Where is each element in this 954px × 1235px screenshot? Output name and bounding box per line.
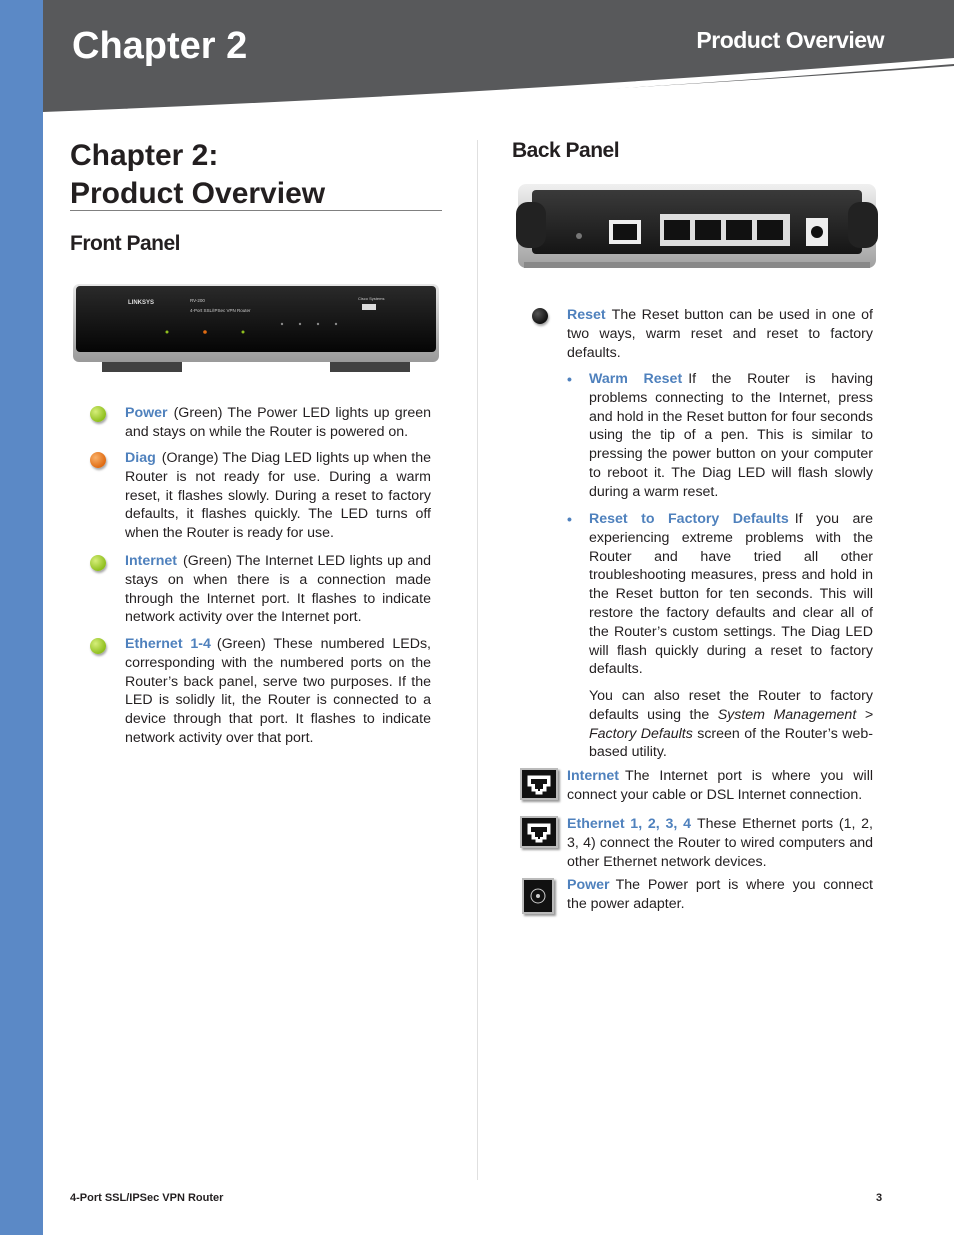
reset-button-icon bbox=[532, 308, 548, 324]
ethernet-led-icon bbox=[90, 638, 106, 654]
front-item-ethernet: Ethernet 1-4 (Green) These numbered LEDs, corresponding with the numbered ports on the Router’s back panel, serve two purposes. If the LED is solidly lit, the Router is connected to a device through that port. It flashes to indicate network activity over that port. bbox=[125, 636, 432, 746]
device-logo: LINKSYS bbox=[128, 300, 155, 306]
device-description: 4-Port SSL/IPSec VPN Router bbox=[190, 308, 251, 313]
front-panel-image bbox=[72, 282, 440, 374]
power-led-icon bbox=[90, 406, 106, 422]
diag-led-icon bbox=[90, 452, 106, 468]
front-item-internet: Internet (Green) The Internet LED lights up and stays on when there is a connection made through the Internet port. It flashes to indicate network activity over the Internet port. bbox=[125, 553, 431, 626]
bullet-icon: • bbox=[567, 511, 572, 527]
back-item-internet: Internet The Internet port is where you will connect your cable or DSL Internet connection. bbox=[567, 768, 873, 803]
back-item-ethernet: Ethernet 1, 2, 3, 4 These Ethernet ports (1, 2, 3, 4) connect the Router to wired computers and other Ethernet network devices. bbox=[567, 816, 873, 870]
footer-page-number: 3 bbox=[876, 1192, 883, 1204]
section-label: Product Overview bbox=[696, 27, 884, 53]
column-divider bbox=[477, 140, 478, 1180]
chapter-label: Chapter 2 bbox=[72, 25, 248, 67]
side-color-bar bbox=[0, 0, 43, 1235]
device-brand: Cisco Systems bbox=[358, 296, 385, 301]
front-panel-heading: Front Panel bbox=[70, 232, 181, 255]
back-item-reset-utility: You can also reset the Router to factory defaults using the System Management > Factory Defaults screen of the Router’s web-based utility. bbox=[589, 688, 874, 761]
back-item-reset: Reset The Reset button can be used in one of two ways, warm reset and reset to factory defaults. bbox=[567, 307, 873, 361]
device-model: RV-200 bbox=[190, 298, 205, 303]
page-title: Chapter 2: Product Overview bbox=[70, 139, 326, 210]
front-item-power: Power (Green) The Power LED lights up green and stays on while the Router is powered on. bbox=[125, 405, 431, 440]
page-header bbox=[43, 0, 954, 118]
back-item-power: Power The Power port is where you connect the power adapter. bbox=[567, 877, 873, 912]
footer-product-name: 4-Port SSL/IPSec VPN Router bbox=[70, 1192, 224, 1204]
ethernet-port-icon bbox=[520, 816, 558, 848]
bullet-icon: • bbox=[567, 371, 572, 387]
internet-port-icon bbox=[520, 768, 558, 800]
back-panel-image bbox=[514, 184, 880, 274]
internet-led-icon bbox=[90, 555, 106, 571]
back-item-factory-reset: Reset to Factory Defaults If you are experiencing extreme problems with the Router and have tried all other troubleshooting measures, press and hold in the Reset button for ten seconds. This will restore the factory defaults and clear all of the Router’s custom settings. The Diag LED will flash quickly during a reset to factory defaults. bbox=[589, 511, 873, 678]
back-item-warm-reset: Warm Reset If the Router is having problems connecting to the Internet, press and hold in the Reset button for four seconds using the tip of a pen. This is similar to pressing the power button on your computer to reboot it. The Diag LED will flash slowly during a warm reset. bbox=[589, 371, 873, 500]
power-port-icon bbox=[522, 878, 554, 914]
back-panel-heading: Back Panel bbox=[512, 139, 620, 162]
title-underline bbox=[70, 210, 442, 211]
front-item-diag: Diag (Orange) The Diag LED lights up when the Router is not ready for use. During a warm reset, it flashes slowly. During a reset to factory defaults, it flashes quickly. The LED turns off when the Router is ready for use. bbox=[125, 450, 431, 542]
